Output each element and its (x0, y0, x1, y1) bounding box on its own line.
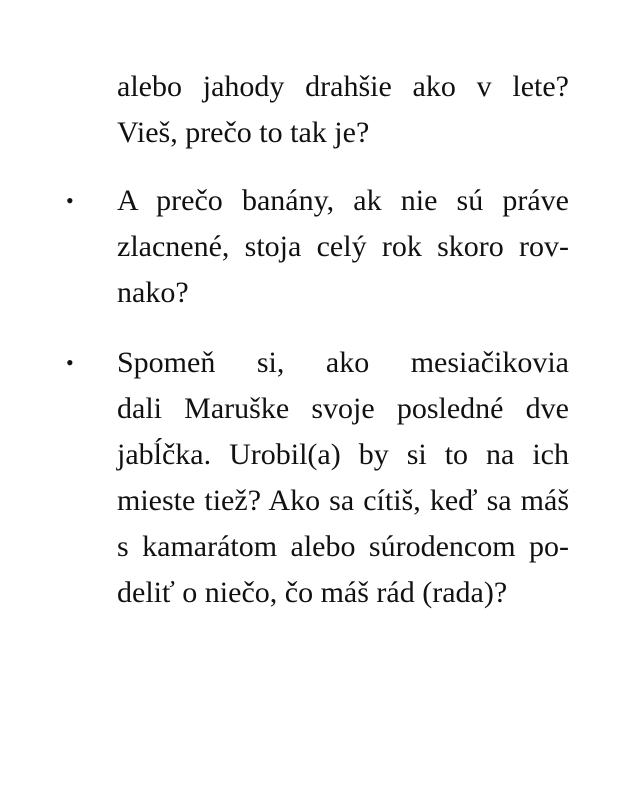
text-line: zlacnené, stoja celý rok skoro rov- (117, 230, 569, 263)
text-line: mieste tiež? Ako sa cítiš, keď sa máš (117, 484, 569, 517)
text-line: Spomeň si, ako mesiačikovia (117, 346, 569, 379)
text-line: dali Maruške svoje posledné dve (117, 392, 569, 425)
bullet-item-maruska (117, 340, 569, 616)
text-line: s kamarátom alebo súrodencom po- (117, 530, 569, 563)
text-line: deliť o niečo, čo máš rád (rada)? (117, 576, 508, 609)
bullet-item-bananas (117, 178, 569, 316)
intro-paragraph (117, 64, 569, 156)
text-line: jabĺčka. Urobil(a) by si to na ich (117, 438, 569, 471)
text-line: nako? (117, 276, 189, 309)
text-line: A prečo banány, ak nie sú práve (117, 184, 569, 217)
bullet-marker: • (66, 188, 74, 213)
bullet-marker: • (66, 350, 74, 375)
text-line: Vieš, prečo to tak je? (117, 116, 370, 149)
text-line: alebo jahody drahšie ako v lete? (117, 70, 569, 103)
